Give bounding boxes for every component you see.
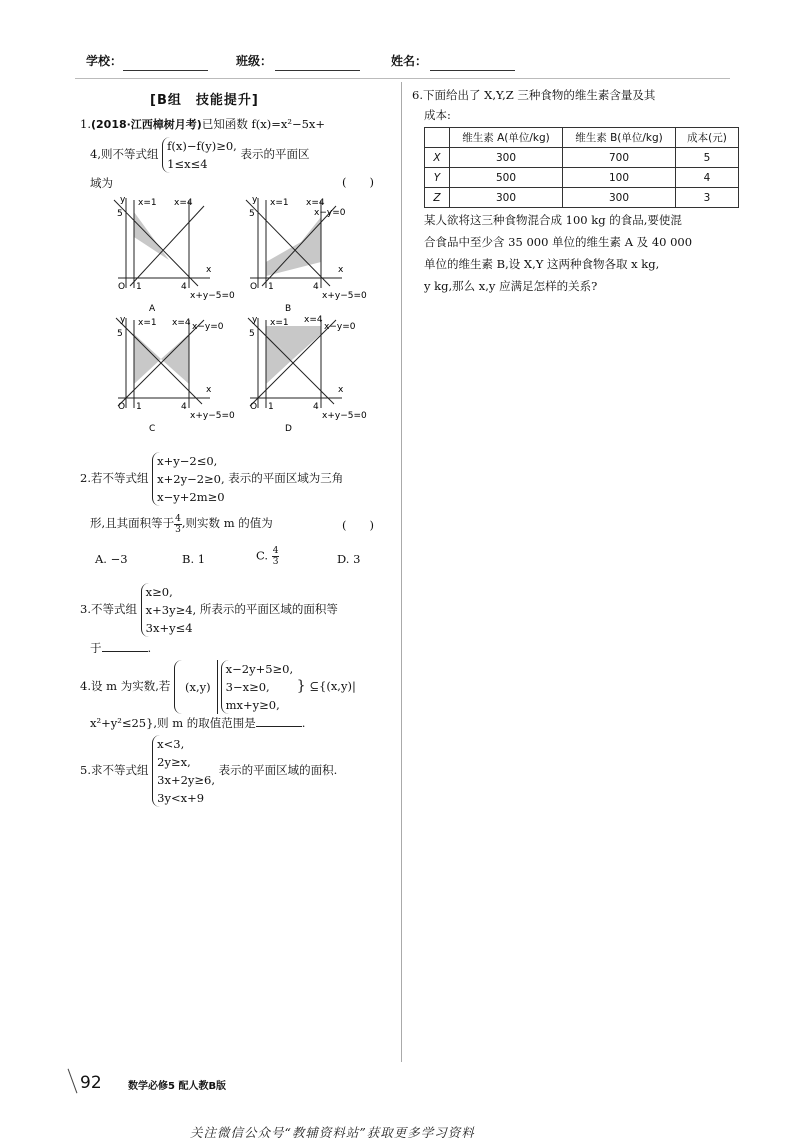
q2-option-b: B. 1 bbox=[182, 552, 206, 566]
table-header-cell: 维生素 A(单位/kg) bbox=[450, 128, 563, 148]
student-info-header bbox=[78, 52, 728, 76]
q2-cond-3: x−y+2m≥0 bbox=[157, 490, 225, 504]
q5-number: 5. bbox=[80, 763, 91, 777]
q3-text-b: 所表示的平面区域的面积等 bbox=[199, 602, 338, 616]
q4-text-b: ⊆{(x,y)| bbox=[309, 679, 356, 693]
q2-option-d: D. 3 bbox=[337, 552, 361, 566]
table-cell: X bbox=[425, 148, 450, 168]
q1-graph-c bbox=[108, 312, 238, 435]
q2-cond-1: x+y−2≤0, bbox=[157, 454, 218, 468]
q1-graph-a-x1-label: x=1 bbox=[138, 198, 157, 208]
q1-graph-a-origin: O bbox=[118, 282, 126, 292]
q2-option-c-den: 3 bbox=[272, 557, 279, 567]
q2-option-c bbox=[256, 546, 279, 567]
q6-vitamin-table bbox=[424, 127, 739, 208]
q1-graph-d-x-axis-label: x bbox=[338, 385, 344, 395]
q1-number: 1. bbox=[80, 117, 91, 131]
q2-fraction bbox=[174, 514, 182, 535]
table-header-cell bbox=[425, 128, 450, 148]
q1-graph-a-line-label: x+y−5=0 bbox=[190, 291, 235, 301]
footer-note: 关注微信公众号“教辅资料站”获取更多学习资料 bbox=[190, 1125, 475, 1140]
q5-cond-3: 3x+2y≥6, bbox=[157, 773, 215, 787]
column-divider bbox=[401, 82, 402, 1062]
q2-line-2 bbox=[90, 512, 273, 535]
question-1 bbox=[80, 113, 390, 136]
table-cell: 3 bbox=[676, 188, 739, 208]
q2-text-c: 形,且其面积等于 bbox=[90, 516, 175, 530]
q4-cond-3: mx+y≥0, bbox=[225, 698, 280, 712]
q1-graph-b-x-axis-label: x bbox=[338, 265, 344, 275]
q1-graph-c-origin: O bbox=[118, 402, 126, 412]
name-blank bbox=[430, 70, 515, 71]
q1-graph-c-caption: C bbox=[149, 424, 156, 432]
q3-text-c: 于 bbox=[90, 641, 102, 655]
q1-graph-a-y-axis-label: y bbox=[120, 195, 126, 205]
question-5 bbox=[80, 735, 400, 807]
q4-set-brace bbox=[174, 660, 293, 714]
q1-graph-d-tick-4: 4 bbox=[313, 402, 319, 412]
class-blank bbox=[275, 70, 360, 71]
table-cell: 700 bbox=[563, 148, 676, 168]
q4-set-var: (x,y) bbox=[185, 680, 211, 694]
q1-graph-b-line-label: x+y−5=0 bbox=[322, 291, 367, 301]
q1-graph-d-x4-label: x=4 bbox=[304, 315, 323, 325]
q5-text-a: 求不等式组 bbox=[90, 763, 149, 777]
question-2 bbox=[80, 452, 395, 506]
q1-graph-b-x4-label: x=4 bbox=[306, 198, 325, 208]
q2-option-c-frac bbox=[272, 546, 280, 567]
q1-graph-d-origin: O bbox=[250, 402, 258, 412]
q1-graph-b bbox=[240, 192, 370, 315]
q1-graph-d bbox=[240, 312, 370, 435]
name-label: 姓名： bbox=[391, 54, 428, 68]
q1-graph-d-tick-5: 5 bbox=[249, 329, 255, 339]
q2-option-c-prefix: C. bbox=[256, 548, 269, 563]
q1-graph-b-caption: B bbox=[285, 304, 292, 312]
q2-number: 2. bbox=[80, 471, 91, 485]
q5-text-b: 表示的平面区域的面积. bbox=[218, 763, 338, 777]
q1-text-d: 域为 bbox=[90, 176, 113, 190]
q1-graph-d-tick-1: 1 bbox=[268, 402, 274, 412]
q1-condition-brace bbox=[162, 137, 237, 173]
q1-graph-c-tick-4: 4 bbox=[181, 402, 187, 412]
q1-graph-b-origin: O bbox=[250, 282, 258, 292]
q1-graph-c-line-label: x+y−5=0 bbox=[190, 411, 235, 421]
q1-graph-c-tick-5: 5 bbox=[117, 329, 123, 339]
q4-cond-1: x−2y+5≥0, bbox=[225, 662, 294, 676]
q1-graph-b-diag-label: x−y=0 bbox=[314, 208, 346, 218]
table-cell: 300 bbox=[450, 148, 563, 168]
q4-text-c: x²+y²≤25},则 m 的取值范围是 bbox=[90, 716, 256, 730]
q3-blank-end: . bbox=[147, 641, 152, 655]
q2-text-b: 表示的平面区域为三角 bbox=[228, 471, 344, 485]
table-row bbox=[425, 188, 739, 208]
q2-fraction-num: 4 bbox=[175, 513, 181, 524]
q1-cond-2: 1≤x≤4 bbox=[167, 157, 208, 171]
school-blank bbox=[123, 70, 208, 71]
q6-para-4: y kg,那么 x,y 应满足怎样的关系? bbox=[424, 279, 598, 293]
q3-number: 3. bbox=[80, 602, 91, 616]
q2-answer-paren: ( ) bbox=[342, 518, 374, 532]
q1-graph-a-tick-4: 4 bbox=[181, 282, 187, 292]
table-cell: 100 bbox=[563, 168, 676, 188]
table-cell: 5 bbox=[676, 148, 739, 168]
table-cell: Z bbox=[425, 188, 450, 208]
table-cell: 500 bbox=[450, 168, 563, 188]
q1-text-c: 表示的平面区 bbox=[240, 147, 310, 161]
q6-number: 6. bbox=[412, 88, 423, 102]
school-label: 学校： bbox=[86, 54, 123, 68]
q6-paragraph bbox=[424, 209, 734, 297]
question-4 bbox=[80, 660, 400, 714]
q1-graph-a-region bbox=[134, 212, 169, 260]
header-divider bbox=[75, 78, 730, 79]
q1-graph-a-x4-label: x=4 bbox=[174, 198, 193, 208]
table-header-cell: 成本(元) bbox=[676, 128, 739, 148]
q2-fraction-den: 3 bbox=[175, 524, 181, 535]
q1-graph-c-y-axis-label: y bbox=[120, 315, 126, 325]
q4-answer-blank[interactable] bbox=[256, 726, 302, 727]
q6-text-b: 成本: bbox=[424, 108, 451, 122]
q1-graph-c-x4-label: x=4 bbox=[172, 318, 191, 328]
table-cell: 300 bbox=[450, 188, 563, 208]
q5-cond-4: 3y<x+9 bbox=[157, 791, 205, 805]
section-title: [B组 技能提升] bbox=[150, 93, 259, 108]
q4-cond-2: 3−x≥0, bbox=[225, 680, 270, 694]
question-3 bbox=[80, 583, 395, 637]
q1-graph-a-tick-5: 5 bbox=[117, 209, 123, 219]
table-header-cell: 维生素 B(单位/kg) bbox=[563, 128, 676, 148]
q1-graph-b-tick-1: 1 bbox=[268, 282, 274, 292]
book-title: 数学必修5 配人教B版 bbox=[128, 1081, 227, 1092]
q1-cond-1: f(x)−f(y)≥0, bbox=[167, 139, 237, 153]
footer-slash-decoration bbox=[68, 1069, 78, 1094]
q3-condition-brace bbox=[141, 583, 197, 637]
q3-cond-3: 3x+y≤4 bbox=[145, 621, 193, 635]
q1-graph-c-diag-label: x−y=0 bbox=[192, 322, 224, 332]
q3-line-2 bbox=[90, 637, 151, 659]
q1-graph-c-tick-1: 1 bbox=[136, 402, 142, 412]
q5-cond-2: 2y≥x, bbox=[157, 755, 191, 769]
q1-graph-c-x1-label: x=1 bbox=[138, 318, 157, 328]
q4-text-a: 设 m 为实数,若 bbox=[90, 679, 171, 693]
q1-graph-d-line-label: x+y−5=0 bbox=[322, 411, 367, 421]
q1-graph-c-x-axis-label: x bbox=[206, 385, 212, 395]
page-number: 92 bbox=[80, 1073, 102, 1093]
q1-graph-a bbox=[108, 192, 238, 315]
q1-graph-b-tick-5: 5 bbox=[249, 209, 255, 219]
q3-cond-1: x≥0, bbox=[145, 585, 173, 599]
q1-text-a: 已知函数 f(x)=x²−5x+ bbox=[201, 117, 326, 131]
q1-graph-a-caption: A bbox=[149, 304, 156, 312]
q6-para-2: 合食品中至少含 35 000 单位的维生素 A 及 40 000 bbox=[424, 235, 693, 249]
q6-text-a: 下面给出了 X,Y,Z 三种食物的维生素含量及其 bbox=[422, 88, 656, 102]
q3-cond-2: x+3y≥4, bbox=[145, 603, 197, 617]
q1-graph-d-y-axis-label: y bbox=[252, 315, 258, 325]
class-label: 班级： bbox=[236, 54, 273, 68]
q1-graph-d-x1-label: x=1 bbox=[270, 318, 289, 328]
q1-graph-b-x1-label: x=1 bbox=[270, 198, 289, 208]
q5-cond-1: x<3, bbox=[157, 737, 185, 751]
q2-cond-2: x+2y−2≥0, bbox=[157, 472, 225, 486]
q2-text-a: 若不等式组 bbox=[90, 471, 149, 485]
q2-option-c-num: 4 bbox=[272, 546, 279, 556]
q5-condition-brace bbox=[152, 735, 215, 807]
q1-graph-a-tick-1: 1 bbox=[136, 282, 142, 292]
table-cell: 4 bbox=[676, 168, 739, 188]
q4-number: 4. bbox=[80, 679, 91, 693]
table-row bbox=[425, 168, 739, 188]
q2-text-d: ,则实数 m 的值为 bbox=[181, 516, 273, 530]
q2-option-a: A. −3 bbox=[95, 552, 128, 566]
q1-answer-paren: ( ) bbox=[342, 175, 374, 189]
q4-inner-brace bbox=[221, 660, 294, 714]
q1-line-2 bbox=[90, 137, 400, 173]
q1-text-b: 4,则不等式组 bbox=[90, 147, 159, 161]
q1-graph-a-x-axis-label: x bbox=[206, 265, 212, 275]
q1-graph-d-caption: D bbox=[285, 424, 292, 432]
q6-para-3: 单位的维生素 B,设 X,Y 这两种食物各取 x kg, bbox=[424, 257, 660, 271]
question-6 bbox=[412, 84, 732, 106]
q1-graph-d-diag-label: x−y=0 bbox=[324, 322, 356, 332]
q1-graph-b-region bbox=[266, 217, 321, 276]
q4-set-conditions bbox=[217, 660, 294, 714]
q1-source: (2018·江西樟树月考) bbox=[90, 118, 202, 131]
q1-graph-b-y-axis-label: y bbox=[252, 195, 258, 205]
table-cell: Y bbox=[425, 168, 450, 188]
q6-para-1: 某人欲将这三种食物混合成 100 kg 的食品,要使混 bbox=[424, 213, 682, 227]
table-header-row bbox=[425, 128, 739, 148]
q4-blank-end: . bbox=[301, 716, 306, 730]
q2-condition-brace bbox=[152, 452, 225, 506]
q3-text-a: 不等式组 bbox=[90, 602, 137, 616]
table-cell: 300 bbox=[563, 188, 676, 208]
q4-line-2 bbox=[90, 712, 305, 734]
table-row bbox=[425, 148, 739, 168]
q3-answer-blank[interactable] bbox=[102, 651, 148, 652]
q4-set-close: } bbox=[296, 678, 306, 694]
q1-graph-b-tick-4: 4 bbox=[313, 282, 319, 292]
